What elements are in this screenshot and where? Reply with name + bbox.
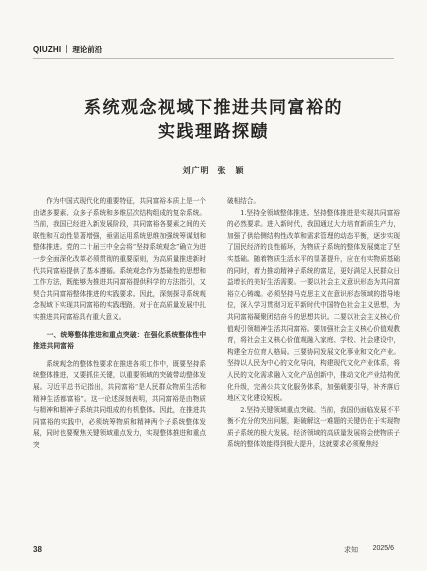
body-paragraph: 2.坚持关键领域重点突破。当前，我国仍面临发展不平衡不充分的突出问题，距破解这一难题的关键仍在于实现物质子系统的极大发展。经济领域的高质量发展将会使物质子系统的整体效能得到极大提升，这就要求必须聚焦经	[227, 405, 400, 449]
column-name-chinese: 理论前沿	[72, 44, 103, 54]
author-name: 张 颖	[217, 166, 245, 175]
title-line-2: 实践理路探赜	[158, 122, 269, 142]
column-header	[33, 43, 102, 55]
author-list	[0, 165, 427, 176]
intro-paragraph: 作为中国式现代化的重要特征，共同富裕本质上是一个由诸多要素、众多子系统和多维层次结构组成的复杂系统。当前，我国已经进入新发展阶段，共同富裕各要素之间的关联性和互动性显著增强，亟需运用系统思维加强统筹谋划和整体推进。党的二十届三中全会将“坚持系统观念”确立为进一步全面深化改革必须贯彻的重要原则，为高质量推进新时代共同富裕提供了基本遵循。系统观念作为基础性的思想和工作方法，既能够为推进共同富裕提供科学的方法指引，又契合共同富裕整体推进的实践要求。因此，深刻探寻系统观念视域下实现共同富裕的实践理路，对于在高质量发展中扎实推进共同富裕具有重大意义。	[33, 197, 206, 321]
body-paragraph: 系统观念的整体性要求在推进各项工作中，既要坚持系统整体推进，又要抓住关键，以重要领域的突破带动整体发展。习近平总书记指出，共同富裕“是人民群众物质生活和精神生活都富裕”。这一论述深刻表明，共同富裕是由物质与精神和精神子系统共同组成的有机整体。因此，在推进共同富裕的实践中，必须统筹物质和精神两个子系统整体发展，同时也要聚焦关键领域重点发力，实现整体推进和重点突	[33, 359, 206, 449]
article-title	[0, 96, 427, 144]
journal-name: 求知	[344, 547, 358, 554]
page-footer	[33, 545, 394, 557]
continued-text: 破相结合。	[227, 197, 260, 205]
header-divider	[66, 45, 67, 53]
header-rule	[33, 58, 394, 59]
right-column	[227, 196, 400, 451]
title-line-1: 系统观念视域下推进共同富裕的	[84, 98, 343, 118]
body-paragraph: 1.坚持全领域整体推进。坚持整体推进是实现共同富裕的必然要求。进入新时代，我国通过大力培育新质生产力，加强了供给侧结构性改革和需求管理的动态平衡，逐步实现了国民经济的良性循环，为物质子系统的整体发展奠定了坚实基础。随着物质生活水平的显著提升，应在有实物质基础的同时，着力推动精神子系统的富足，更好满足人民群众日益增长的美好生活需要。一要以社会主义意识形态为共同富裕立心铸魂。必须坚持马克思主义在意识形态领域的指导地位，深入学习贯彻习近平新时代中国特色社会主义思想，为共同富裕凝聚团结奋斗的思想共识。二要以社会主义核心价值观引领精神生活共同富裕。要加强社会主义核心价值观教育，将社会主义核心价值观融入家庭、学校、社会建设中，构建全方位育人格局。三要协同发展文化事业和文化产业。坚持以人民为中心的文化导向，构建现代文化产业体系，将人民的文化需求融入文化产品创新中，推动文化产业结构优化升级，完善公共文化服务体系，加强载要引导，补齐落后地区文化建设短板。	[227, 208, 400, 403]
section-heading: 一、统筹整体推进和重点突破：在强化系统整体性中推进共同富裕	[33, 330, 206, 351]
author-name: 刘广明	[182, 166, 210, 175]
page-number: 38	[33, 545, 42, 554]
issue-number: 2025/6	[372, 545, 394, 552]
column-name-english: QIUZHI	[33, 44, 62, 54]
left-column	[33, 196, 206, 451]
